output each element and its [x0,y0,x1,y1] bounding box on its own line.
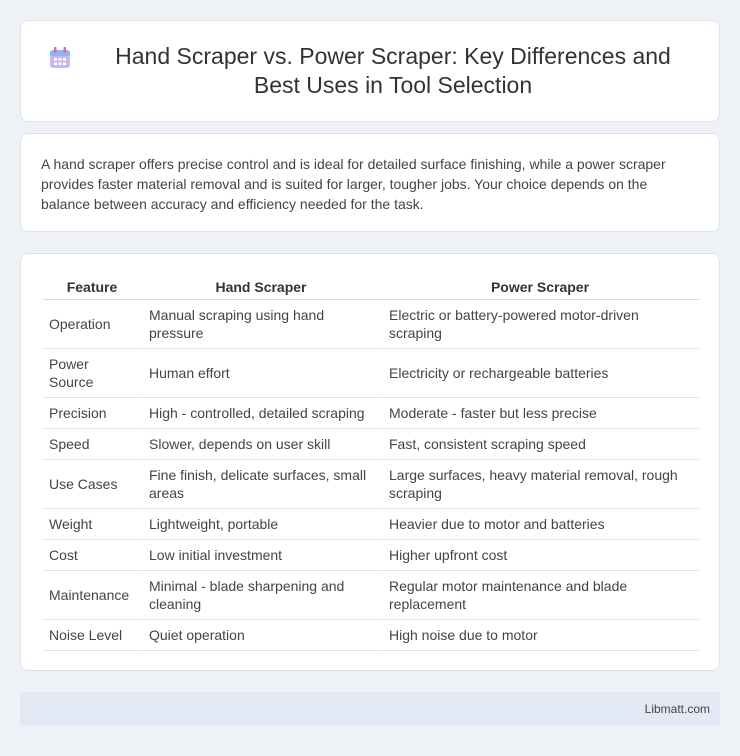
cell-feature: Cost [43,540,141,571]
cell-feature: Speed [43,429,141,460]
cell-hand: Fine finish, delicate surfaces, small areas [141,460,381,509]
page-title: Hand Scraper vs. Power Scraper: Key Differences and Best Uses in Tool Selection [115,43,671,98]
cell-hand: Slower, depends on user skill [141,429,381,460]
table-row [43,540,699,571]
header-power-scraper: Power Scraper [381,274,699,300]
cell-feature: Maintenance [43,571,141,620]
cell-power: High noise due to motor [381,620,699,651]
cell-hand: Human effort [141,349,381,398]
table-row [43,460,699,509]
cell-power: Fast, consistent scraping speed [381,429,699,460]
cell-power: Large surfaces, heavy material removal, rough scraping [381,460,699,509]
table-row [43,571,699,620]
table-row [43,429,699,460]
title-wrap [47,42,693,100]
cell-hand: Minimal - blade sharpening and cleaning [141,571,381,620]
intro-card [20,133,720,232]
cell-feature: Precision [43,398,141,429]
table-row [43,300,699,349]
cell-feature: Power Source [43,349,141,398]
cell-hand: Manual scraping using hand pressure [141,300,381,349]
cell-feature: Noise Level [43,620,141,651]
calendar-icon [47,45,73,71]
cell-power: Higher upfront cost [381,540,699,571]
cell-feature: Weight [43,509,141,540]
cell-power: Electric or battery-powered motor-driven scraping [381,300,699,349]
table-row [43,398,699,429]
comparison-table [43,274,699,651]
cell-power: Electricity or rechargeable batteries [381,349,699,398]
cell-power: Regular motor maintenance and blade replacement [381,571,699,620]
header-hand-scraper: Hand Scraper [141,274,381,300]
comparison-card [20,253,720,671]
cell-power: Moderate - faster but less precise [381,398,699,429]
cell-hand: High - controlled, detailed scraping [141,398,381,429]
cell-hand: Low initial investment [141,540,381,571]
cell-feature: Operation [43,300,141,349]
footer [20,692,720,726]
cell-feature: Use Cases [43,460,141,509]
cell-power: Heavier due to motor and batteries [381,509,699,540]
cell-hand: Quiet operation [141,620,381,651]
title-card [20,20,720,122]
table-row [43,509,699,540]
table-header-row [43,274,699,300]
header-feature: Feature [43,274,141,300]
cell-hand: Lightweight, portable [141,509,381,540]
table-row [43,620,699,651]
intro-text: A hand scraper offers precise control and is ideal for detailed surface finishing, while a power scraper provides faster material removal and is suited for larger, tougher jobs. Your choice depends on the balance between accuracy and efficiency needed for the task. [41,156,666,212]
table-row [43,349,699,398]
footer-site-link[interactable]: Libmatt.com [644,702,710,716]
